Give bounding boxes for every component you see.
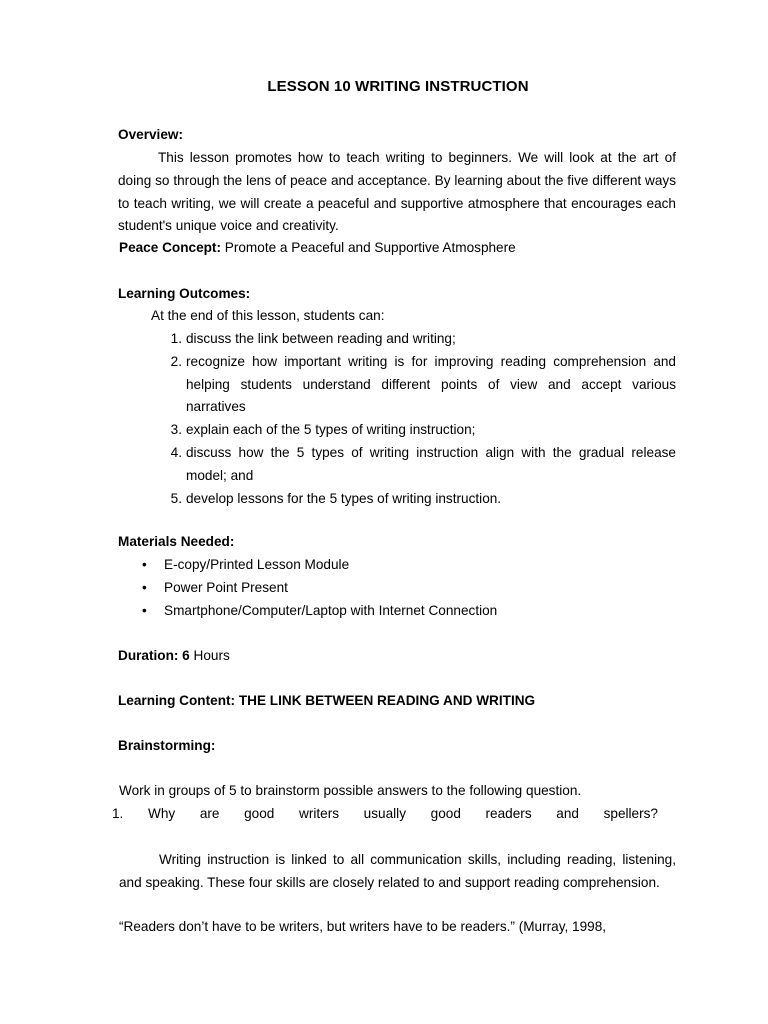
outcome-number: 2. bbox=[170, 353, 182, 369]
question-word: good bbox=[430, 806, 461, 821]
bullet-icon: • bbox=[142, 557, 147, 572]
material-item bbox=[118, 600, 676, 623]
brainstorming-instruction: Work in groups of 5 to brainstorm possible answers to the following question. bbox=[119, 783, 582, 798]
question-word: writers bbox=[299, 806, 340, 821]
overview-heading: Overview: bbox=[118, 127, 183, 142]
outcomes-list bbox=[118, 328, 676, 510]
overview-paragraph: This lesson promotes how to teach writing to beginners. We will look at the art of doing so through the lens of peace and acceptance. By learning about the five different ways to teach writing, we will create a peaceful and supportive atmosphere that encourages each student's unique voice and creativity. bbox=[118, 150, 676, 234]
question-word: and bbox=[556, 806, 579, 821]
question-word: Why bbox=[147, 806, 176, 821]
outcome-text: discuss the link between reading and writing; bbox=[186, 331, 456, 346]
brainstorming-question bbox=[112, 803, 658, 826]
outcome-item bbox=[118, 351, 676, 419]
question-word: usually bbox=[363, 806, 406, 821]
outcome-text: discuss how the 5 types of writing instruction align with the gradual release model; and bbox=[186, 444, 676, 483]
material-item bbox=[118, 554, 676, 577]
outcome-number: 5. bbox=[170, 490, 182, 506]
question-word: spellers? bbox=[603, 806, 658, 821]
outcomes-intro: At the end of this lesson, students can: bbox=[151, 308, 385, 323]
question-word: readers bbox=[485, 806, 532, 821]
outcome-item bbox=[118, 488, 676, 511]
outcomes-heading: Learning Outcomes: bbox=[118, 286, 251, 301]
bullet-icon: • bbox=[142, 579, 147, 595]
outcome-item bbox=[118, 442, 676, 488]
outcome-text: develop lessons for the 5 types of writing instruction. bbox=[186, 490, 502, 506]
learning-content-label: Learning Content: bbox=[118, 693, 236, 708]
question-word: are bbox=[199, 806, 220, 821]
material-text: Power Point Present bbox=[164, 579, 288, 595]
peace-concept-text: Promote a Peaceful and Supportive Atmosphere bbox=[221, 240, 516, 255]
material-text: Smartphone/Computer/Laptop with Internet Connection bbox=[164, 602, 498, 618]
body-paragraph: Writing instruction is linked to all communication skills, including reading, listening, and speaking. These four skills are closely related to and support reading comprehension. bbox=[119, 852, 676, 890]
material-text: E-copy/Printed Lesson Module bbox=[164, 557, 350, 572]
peace-concept-label: Peace Concept: bbox=[119, 240, 221, 255]
materials-heading: Materials Needed: bbox=[118, 534, 235, 549]
outcome-number: 1. bbox=[170, 331, 182, 346]
material-item bbox=[118, 577, 676, 600]
bullet-icon: • bbox=[142, 602, 147, 618]
quote-line: “Readers don’t have to be writers, but writers have to be readers.” (Murray, 1998, bbox=[119, 919, 607, 934]
duration-line bbox=[118, 645, 676, 668]
question-word: good bbox=[244, 806, 275, 821]
outcome-item bbox=[118, 419, 676, 442]
question-number: 1. bbox=[112, 806, 124, 821]
outcome-number: 3. bbox=[170, 422, 182, 438]
peace-concept-line bbox=[119, 237, 677, 260]
learning-content-value: THE LINK BETWEEN READING AND WRITING bbox=[235, 693, 536, 708]
outcome-text: recognize how important writing is for improving reading comprehension and helping students understand different points of view and accept various narratives bbox=[186, 353, 676, 415]
outcome-text: explain each of the 5 types of writing instruction; bbox=[186, 422, 476, 438]
brainstorming-heading: Brainstorming: bbox=[118, 738, 216, 753]
lesson-title: LESSON 10 WRITING INSTRUCTION bbox=[267, 78, 529, 95]
duration-label: Duration: 6 bbox=[118, 648, 190, 663]
materials-list bbox=[118, 554, 676, 622]
outcome-number: 4. bbox=[170, 444, 182, 460]
outcome-item bbox=[118, 328, 676, 351]
duration-value: Hours bbox=[189, 648, 230, 663]
learning-content-line bbox=[118, 690, 676, 713]
